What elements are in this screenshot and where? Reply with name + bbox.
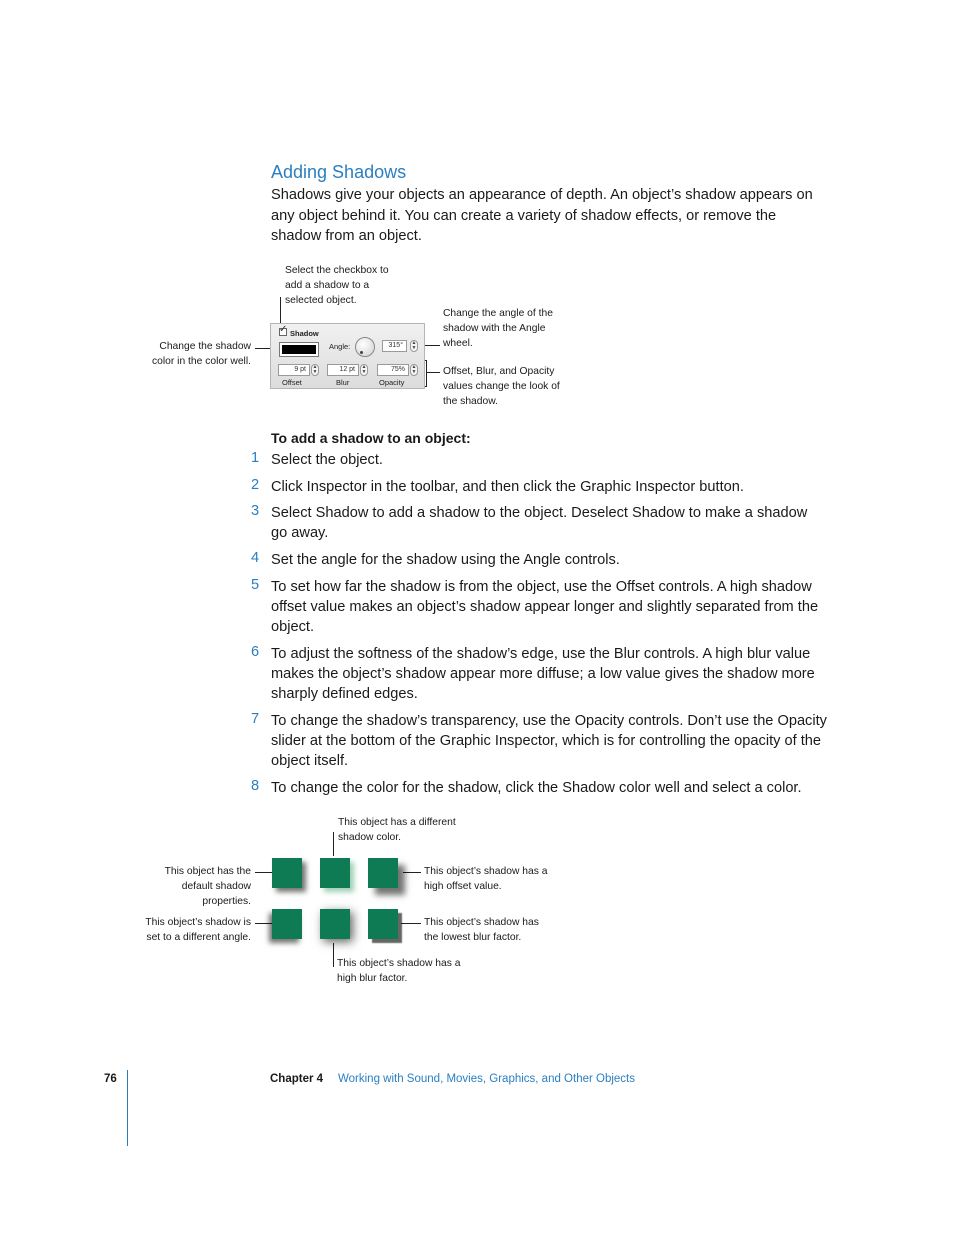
step-number: 4	[251, 550, 260, 566]
example-square-angle	[272, 909, 302, 939]
opacity-label: Opacity	[379, 378, 405, 387]
bracket-line	[426, 360, 427, 387]
step-text: To change the color for the shadow, click the Shadow color well and select a color.	[271, 780, 802, 796]
leader-line	[255, 923, 272, 924]
step-number: 6	[251, 644, 260, 660]
offset-stepper[interactable]: ▲ ▼	[312, 364, 318, 375]
example-square-default	[272, 858, 302, 888]
step-text: Select Shadow to add a shadow to the object. Deselect Shadow to make a shadow go away.	[271, 505, 808, 542]
page-number: 76	[104, 1073, 117, 1085]
steps-heading: To add a shadow to an object:	[271, 430, 471, 446]
step-text: Select the object.	[271, 452, 383, 468]
callout-lowest-blur: This object’s shadow has the lowest blur factor.	[424, 917, 539, 943]
callout-default: This object has the default shadow properties.	[164, 866, 251, 907]
example-square-different-color	[320, 858, 350, 888]
leader-line	[427, 372, 440, 373]
callout-high-offset: This object’s shadow has a high offset value.	[424, 866, 548, 892]
step-number: 1	[251, 450, 260, 466]
example-square-lowest-blur	[368, 909, 398, 939]
callout-checkbox: Select the checkbox to add a shadow to a selected object.	[285, 265, 389, 306]
step-text: Set the angle for the shadow using the Angle controls.	[271, 552, 620, 568]
step-number: 5	[251, 577, 260, 593]
leader-line	[333, 943, 334, 967]
leader-line	[333, 832, 334, 856]
step-text: To adjust the softness of the shadow’s edge, use the Blur controls. A high blur value makes the object’s shadow appear more diffuse; a low value gives the shadow more sharply defined edges.	[271, 646, 815, 703]
callout-different-color: This object has a different shadow color.	[338, 817, 456, 843]
leader-line	[401, 923, 421, 924]
step-number: 7	[251, 711, 260, 727]
callout-high-blur: This object’s shadow has a high blur factor.	[337, 958, 461, 984]
blur-label: Blur	[336, 378, 350, 387]
opacity-field[interactable]: 75%	[377, 364, 409, 376]
footer-chapter-title: Working with Sound, Movies, Graphics, and Other Objects	[338, 1073, 636, 1085]
checkmark-icon: ✓	[279, 324, 288, 335]
callout-angle: Change the angle of the shadow with the Angle wheel.	[443, 308, 553, 349]
shadow-color-well[interactable]	[279, 342, 319, 357]
footer-divider	[127, 1070, 128, 1146]
opacity-stepper[interactable]: ▲ ▼	[411, 364, 417, 375]
step-number: 8	[251, 778, 260, 794]
leader-line	[255, 872, 272, 873]
offset-label: Offset	[282, 378, 302, 387]
step-number: 2	[251, 477, 260, 493]
angle-field[interactable]: 315°	[382, 340, 407, 352]
step-text: To set how far the shadow is from the object, use the Offset controls. A high shadow offset value makes an object’s shadow appear longer and slightly separated from the object.	[271, 579, 819, 636]
step-text: Click Inspector in the toolbar, and then click the Graphic Inspector button.	[271, 479, 744, 495]
callout-values: Offset, Blur, and Opacity values change the look of the shadow.	[443, 366, 560, 407]
footer-chapter-label: Chapter 4	[270, 1073, 324, 1085]
intro-paragraph: Shadows give your objects an appearance of depth. An object’s shadow appears on any object behind it. You can create a variety of shadow effects, or remove the shadow from an object.	[271, 187, 813, 244]
angle-wheel[interactable]	[355, 337, 375, 357]
angle-stepper[interactable]: ▲ ▼	[411, 340, 417, 351]
shadow-label: Shadow	[290, 329, 319, 338]
callout-angle-example: This object’s shadow is set to a different angle.	[145, 917, 251, 943]
leader-line	[403, 872, 421, 873]
blur-stepper[interactable]: ▲ ▼	[361, 364, 367, 375]
example-square-high-offset	[368, 858, 398, 888]
section-title: Adding Shadows	[271, 162, 407, 182]
offset-field[interactable]: 9 pt	[278, 364, 310, 376]
angle-label: Angle:	[329, 342, 351, 351]
step-number: 3	[251, 503, 260, 519]
example-square-high-blur	[320, 909, 350, 939]
callout-color: Change the shadow color in the color well.	[151, 341, 251, 367]
step-text: To change the shadow’s transparency, use the Opacity controls. Don’t use the Opacity slider at the bottom of the Graphic Inspector, which is for controlling the opacity of the object itself.	[271, 713, 827, 770]
blur-field[interactable]: 12 pt	[327, 364, 359, 376]
shadow-inspector-panel	[270, 323, 425, 389]
